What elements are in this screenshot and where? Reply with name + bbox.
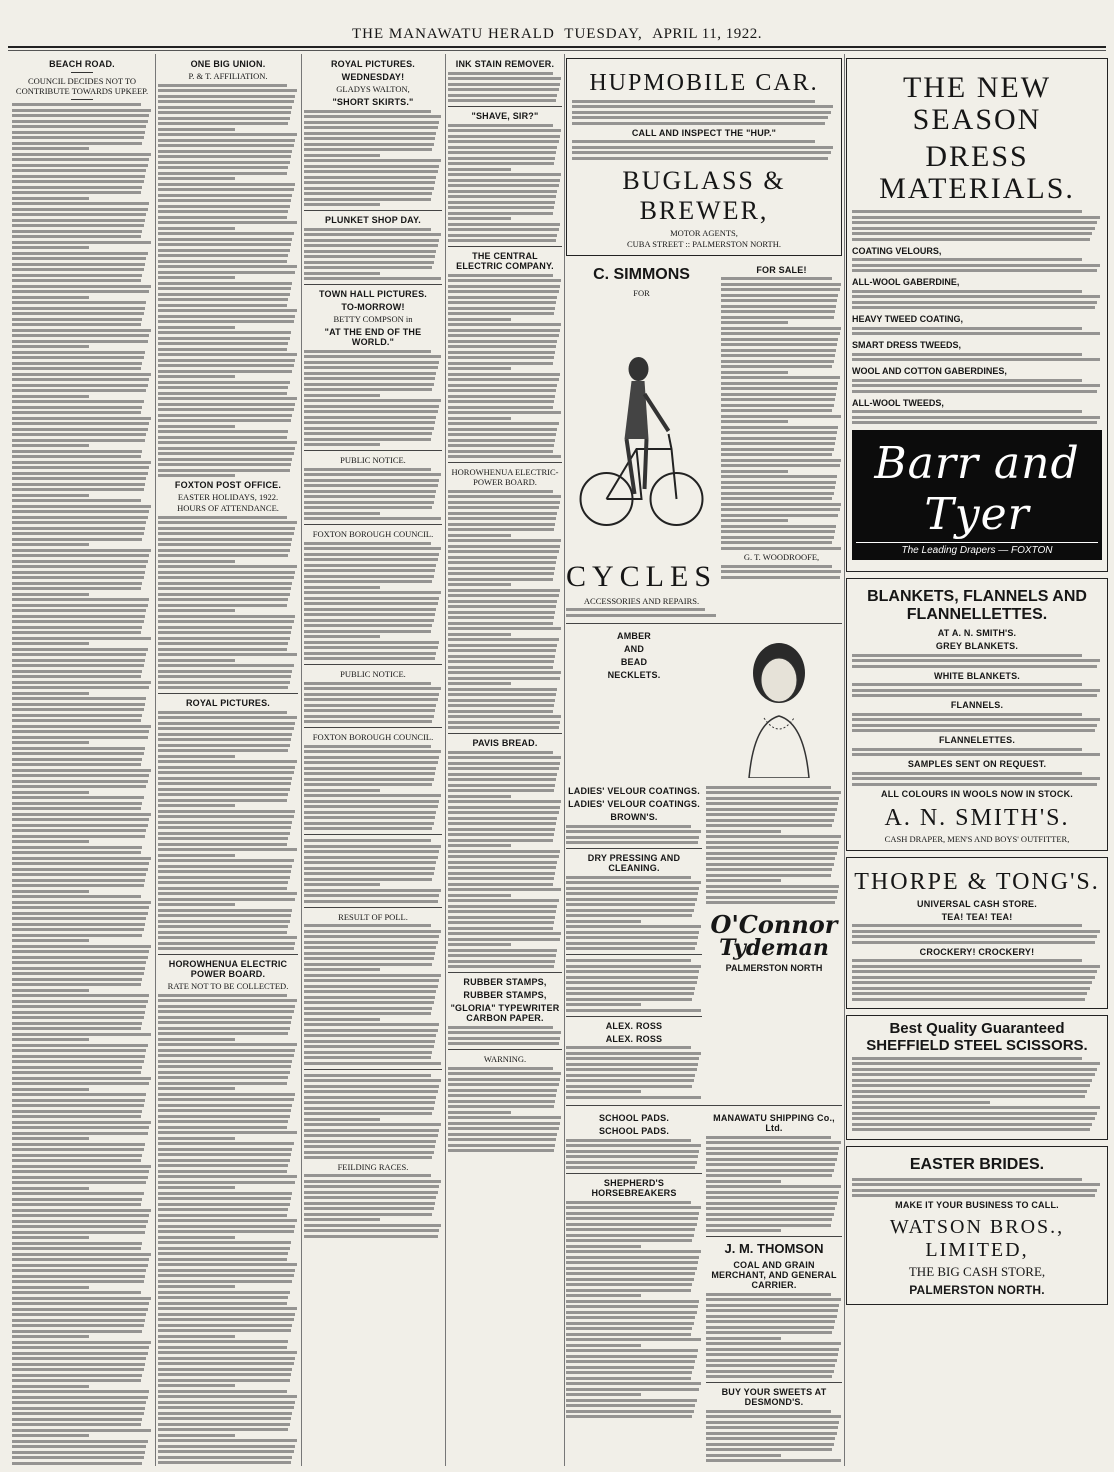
ad-title: LADIES' VELOUR COATINGS. [568,786,700,796]
subheadline: COUNCIL DECIDES NOT TO CONTRIBUTE TOWARDS UPKEEP. [15,76,149,96]
article-text [304,350,442,447]
ad-cta: CALL AND INSPECT THE "HUP." [631,127,777,138]
article-text [448,1026,562,1046]
star-name: BETTY COMPSON in [333,314,413,324]
article-text [158,994,298,1467]
article-text [304,228,442,281]
ad-title: Best Quality Guaranteed [889,1020,1065,1037]
ad-title: TEA! TEA! TEA! [941,911,1013,922]
column-divider [564,54,565,1466]
ad-brand: THORPE & TONG'S. [854,868,1100,895]
article-text [304,1174,442,1238]
ad-row [566,1110,842,1465]
column-5 [566,56,842,1466]
ad-text [852,410,1102,424]
column-1 [12,56,152,1466]
category: GREY BLANKETS. [935,641,1019,651]
article-text [158,84,298,478]
article-text [304,682,442,724]
blankets-ad [846,578,1108,851]
ad-sub: COAL AND GRAIN MERCHANT, AND GENERAL CARRIER. [711,1260,837,1290]
subheadline: FOXTON BOROUGH COUNCIL. [312,529,434,539]
article-text [448,490,562,730]
issue-day: TUESDAY, [564,26,643,42]
ad-title: BLANKETS, FLANNELS AND FLANNELLETTES. [867,588,1087,623]
ad-brand: ALEX. ROSS [605,1020,663,1031]
ad-title: NECKLETS. [607,670,661,680]
woman-portrait-illustration [706,628,842,778]
ad-text [852,258,1102,272]
ad-text [852,379,1102,393]
logo-location: PALMERSTON NORTH [725,963,823,973]
headline: ROYAL PICTURES. [185,698,271,708]
column-2 [158,56,298,1466]
subheadline: HOROWHENUA ELECTRIC-POWER BOARD. [451,467,559,487]
subheadline: FOXTON BOROUGH COUNCIL. [312,732,434,742]
ad-address: PALMERSTON NORTH. [909,1283,1045,1297]
product-item: COATING VELOURS, [852,245,942,256]
ad-sub: UNIVERSAL CASH STORE. [917,898,1037,909]
column-divider [445,54,446,1466]
logo-tagline: The Leading Drapers — FOXTON [856,542,1098,556]
ad-brand: BUGLASS & BREWER, [622,165,786,225]
ad-text [566,1046,702,1099]
product-item: ALL-WOOL TWEEDS, [852,397,944,408]
for-sale-ad [721,262,842,620]
headline: THE CENTRAL ELECTRIC COMPANY. [456,251,554,271]
ad-title: AND [623,644,645,654]
thorpe-tong-ad [846,857,1108,1010]
ad-title: MANAWATU SHIPPING Co., Ltd. [713,1113,835,1133]
column-4 [448,56,562,1466]
subheadline: P. & T. AFFILIATION. [188,71,268,81]
ad-title: BEAD [620,657,648,667]
category: WHITE BLANKETS. [934,670,1020,681]
ad-title: HUPMOBILE CAR. [589,70,819,96]
ad-text [706,1136,842,1233]
ad-title: EASTER BRIDES. [909,1155,1045,1173]
article-text [304,924,442,1065]
product-item: ALL-WOOL GABERDINE, [852,277,960,287]
ad-brand: ALEX. ROSS [605,1033,663,1044]
ad-title: FOR SALE! [756,264,807,275]
headline: RUBBER STAMPS, [463,990,547,1000]
headline: BEACH ROAD. [49,59,115,69]
article-text [304,839,442,903]
ad-text [852,353,1102,362]
film-title: "SHORT SKIRTS." [332,97,414,107]
masthead-rule-thin [8,50,1106,51]
headline: ROYAL PICTURES. [330,59,416,69]
column-6 [846,56,1108,1466]
article-text [304,1074,442,1160]
ad-title: DRY PRESSING AND CLEANING. [587,853,681,873]
headline: RUBBER STAMPS, [463,977,547,987]
ad-text [566,1201,702,1419]
paper-name: THE MANAWATU HERALD [352,26,555,42]
ad-sub: MOTOR AGENTS, [670,227,738,238]
subheadline: PUBLIC NOTICE. [340,455,406,465]
logo-text: O'Connor [710,910,838,939]
subheadline: PUBLIC NOTICE. [340,669,406,679]
necklets-ad [566,628,702,783]
headline: "SHAVE, SIR?" [471,111,539,121]
ad-title: CYCLES [566,559,718,593]
barr-and-tyer-logo [852,430,1102,560]
ad-text [721,565,842,579]
ad-text [566,1139,702,1170]
ad-title: THE NEW SEASON [902,71,1052,136]
ad-text [566,608,717,617]
ad-brand: J. M. THOMSON [724,1241,824,1256]
jewellers-ad [706,783,842,1101]
ad-row [566,262,842,620]
logo-text: Barr and Tyer [874,438,1080,540]
subheadline: HOURS OF ATTENDANCE. [177,503,279,513]
ad-title: BUY YOUR SWEETS AT DESMOND'S. [721,1387,827,1407]
column-3 [304,56,442,1466]
ad-sub: FOR [633,287,650,298]
ad-text [852,210,1102,241]
ad-text [852,959,1102,1001]
article-text [448,274,562,459]
headline: PAVIS BREAD. [472,738,538,748]
ad-text [706,786,842,905]
oconnor-tydeman-logo [706,910,842,973]
banner-text: WEDNESDAY! [341,72,405,82]
scissors-ad [846,1015,1108,1140]
issue-date: APRIL 11, 1922. [652,26,762,42]
agent-name: G. T. WOODROOFE, [743,552,820,562]
ad-sub: AT A. N. SMITH'S. [937,628,1017,638]
ad-text [852,1057,1102,1132]
ad-text [706,1293,842,1379]
ad-text [852,683,1102,697]
headline: ONE BIG UNION. [190,59,266,69]
ad-text [566,825,702,845]
ad-title: SHEFFIELD STEEL SCISSORS. [866,1036,1088,1054]
subheadline: RATE NOT TO BE COLLECTED. [167,981,289,991]
ad-sub: ACCESSORIES AND REPAIRS. [583,595,700,606]
ad-brand: BROWN'S. [610,812,658,822]
ad-cta: MAKE IT YOUR BUSINESS TO CALL. [895,1200,1059,1210]
school-pads-ad [566,1110,702,1465]
headline: PLUNKET SHOP DAY. [325,215,421,225]
category: FLANNELS. [950,700,1004,710]
ad-text [852,772,1102,786]
article-text [448,124,562,243]
ad-title: SCHOOL PADS. [598,1126,670,1136]
film-title: "AT THE END OF THE WORLD." [324,327,422,347]
ad-text [721,277,842,550]
column-divider [155,54,156,1466]
article-text [304,745,442,831]
ad-text [852,290,1102,310]
ad-title: DRESS MATERIALS. [879,140,1075,205]
ad-text [852,924,1102,944]
masthead-rule [8,46,1106,48]
ad-title: SCHOOL PADS. [598,1113,670,1123]
article-text [304,468,442,521]
logo-text: Tydeman [719,935,829,961]
article-text [448,1067,562,1153]
ad-text [852,748,1102,757]
category: SAMPLES SENT ON REQUEST. [907,759,1047,769]
article-text [304,542,442,661]
product-item: HEAVY TWEED COATING, [852,314,964,324]
velour-ad [566,783,702,1101]
ad-brand: C. SIMMONS [593,265,690,283]
subheadline: RESULT OF POLL. [338,911,408,922]
ad-text [566,959,702,1012]
star-name: GLADYS WALTON, [336,84,410,94]
hupmobile-ad [566,58,842,256]
shipping-ad [706,1110,842,1465]
ad-brand: WATSON BROS., LIMITED, [889,1216,1065,1261]
article-text [158,711,298,951]
headline: INK STAIN REMOVER. [455,59,555,69]
product-item: SMART DRESS TWEEDS, [852,340,962,350]
product-item: WOOL AND COTTON GABERDINES, [852,366,1007,376]
banner-text: TO-MORROW! [341,302,405,312]
simmons-ad [566,262,717,620]
column-divider [844,54,845,1466]
ad-text [852,327,1102,336]
ad-address: CUBA STREET :: PALMERSTON NORTH. [626,238,781,249]
article-text [304,110,442,207]
ad-text [852,713,1102,733]
article-text [448,72,562,103]
article-text [12,103,152,1466]
ad-sub: THE BIG CASH STORE, [908,1264,1046,1279]
ad-text [706,1410,842,1463]
article-text [158,516,298,690]
dress-materials-ad [846,58,1108,572]
masthead [8,26,1106,43]
column-divider [301,54,302,1466]
headline: TOWN HALL PICTURES. [319,289,427,299]
necklet-illustration-wrap [706,628,842,783]
ad-text [572,100,836,125]
ad-title: CROCKERY! CROCKERY! [919,946,1035,957]
headline: "GLORIA" TYPEWRITER CARBON PAPER. [450,1003,560,1023]
ad-text [572,140,836,160]
headline: HOROWHENUA ELECTRIC POWER BOARD. [168,959,288,979]
ad-cta: ALL COLOURS IN WOOLS NOW IN STOCK. [881,788,1073,799]
ad-brand: A. N. SMITH'S. [884,804,1070,831]
ad-sub: CASH DRAPER, MEN'S AND BOYS' OUTFITTER, [884,833,1070,844]
ad-title: AMBER [617,631,651,641]
easter-brides-ad [846,1146,1108,1306]
ad-title: LADIES' VELOUR COATINGS. [568,799,700,809]
cyclist-illustration [566,299,717,549]
ad-row [566,628,842,783]
category: FLANNELETTES. [938,735,1016,745]
article-text [448,751,562,969]
subheadline: EASTER HOLIDAYS, 1922. [177,492,279,502]
ad-title: SHEPHERD'S HORSEBREAKERS [591,1178,677,1198]
ad-text [852,1178,1102,1198]
ad-text [852,654,1102,668]
subheadline: FEILDING RACES. [337,1161,409,1172]
ad-row [566,783,842,1101]
headline: FOXTON POST OFFICE. [174,480,282,490]
ad-text [566,876,702,951]
subheadline: WARNING. [483,1054,527,1064]
